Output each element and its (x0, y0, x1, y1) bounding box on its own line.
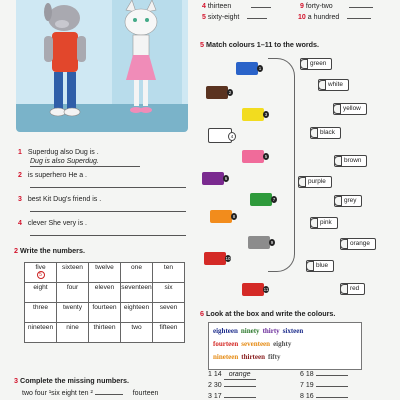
colour-word: brown (344, 157, 362, 164)
pen-number: 11 (263, 287, 269, 292)
item-number: 1 (18, 149, 22, 156)
coloured-pen (242, 108, 268, 121)
item-value: 14 (211, 371, 224, 378)
pen-number: 4 (228, 132, 236, 141)
number-word-grid (24, 262, 185, 343)
colour-word: yellow (343, 105, 361, 112)
tag-hook (340, 239, 348, 249)
tag-hook (298, 177, 306, 187)
pen-number: 7 (272, 197, 276, 202)
colour-word: orange (350, 240, 370, 247)
answer-line[interactable] (347, 18, 371, 19)
number-word: nineteen (27, 324, 54, 331)
answer-line[interactable] (349, 7, 373, 8)
number-word: eighteen (123, 304, 150, 311)
answer-line[interactable] (316, 375, 348, 376)
item-text: forty-two (305, 3, 333, 10)
exercise-number: 6 (200, 309, 204, 318)
colour-word: green (310, 60, 327, 67)
ex6-heading (200, 309, 335, 318)
grid-cell[interactable] (153, 303, 185, 323)
colour-word-tag[interactable] (334, 155, 367, 167)
colour-word-tag[interactable] (318, 79, 349, 91)
ex2-heading (14, 246, 85, 255)
sequence-end-word: fourteen (132, 390, 159, 397)
colour-word-tag[interactable] (298, 176, 332, 188)
ex1-item (18, 219, 188, 228)
grid-cell[interactable] (57, 323, 89, 343)
item-value: 30 (211, 382, 224, 389)
dog-and-cat-characters (16, 0, 188, 132)
grid-cell[interactable] (153, 323, 185, 343)
ex6-item (208, 370, 256, 380)
grid-row (25, 283, 185, 303)
item-number: 10 (298, 14, 306, 21)
coloured-number-word: sixteen (282, 327, 304, 335)
tag-hook (333, 104, 341, 114)
grid-cell[interactable] (89, 283, 121, 303)
coloured-number-word: fourteen (213, 340, 239, 348)
answer-line[interactable] (224, 386, 256, 387)
ex5-heading (200, 40, 319, 49)
ex1-item (18, 195, 188, 204)
number-sequence: two four ¹six eight ten ² (22, 390, 93, 397)
ex-top-item (202, 2, 271, 11)
coloured-pen (204, 252, 231, 265)
number-word: three (32, 304, 49, 311)
tag-hook (334, 196, 342, 206)
number-word: eight (33, 284, 48, 291)
item-number: 6 (300, 371, 304, 378)
sample-answer: Dug is also Superdug. (30, 157, 140, 167)
grid-row (25, 263, 185, 283)
coloured-pen (242, 150, 268, 163)
ex1-item (18, 171, 188, 180)
grid-cell[interactable] (89, 263, 121, 283)
item-number: 9 (300, 3, 304, 10)
exercise-title: Match colours 1–11 to the words. (206, 40, 320, 49)
coloured-pen (208, 128, 232, 143)
item-number: 2 (18, 172, 22, 179)
coloured-number-word: thirteen (241, 353, 265, 361)
colour-word-tag[interactable] (340, 283, 365, 295)
colour-word-tag[interactable] (334, 195, 362, 207)
ex3-heading (14, 376, 129, 385)
colour-word: purple (308, 178, 326, 185)
colour-word-tag[interactable] (310, 127, 341, 139)
colour-word: blue (316, 262, 329, 269)
item-number: 3 (18, 196, 22, 203)
exercise-number: 3 (14, 376, 18, 385)
coloured-number-word: seventeen (241, 340, 271, 348)
coloured-number-box (208, 322, 362, 370)
number-word: nine (66, 324, 79, 331)
item-number: 2 (208, 382, 212, 389)
grid-cell[interactable] (121, 303, 153, 323)
grid-cell[interactable] (25, 283, 57, 303)
answer-line[interactable] (95, 394, 123, 395)
colour-word: grey (344, 197, 357, 204)
coloured-number-word: thirty (262, 327, 280, 335)
number-word: four (66, 284, 79, 291)
item-value: 16 (303, 393, 316, 400)
number-word: two (131, 324, 142, 331)
ex1-item (18, 148, 188, 157)
tag-hook (340, 284, 348, 294)
grid-cell[interactable] (89, 303, 121, 323)
number-word: one (130, 264, 142, 271)
colour-word-tag[interactable] (300, 58, 332, 70)
ex-top-item (298, 13, 371, 22)
exercise-number: 5 (200, 40, 204, 49)
grid-cell[interactable] (121, 323, 153, 343)
colour-word-tag[interactable] (340, 238, 376, 250)
answer-line[interactable] (316, 397, 348, 398)
item-value: 17 (211, 393, 224, 400)
ex6-item (300, 370, 348, 379)
tag-hook (306, 261, 314, 271)
exercise-title: Look at the box and write the colours. (206, 309, 336, 318)
coloured-pen (202, 172, 228, 185)
answer-line[interactable] (316, 386, 348, 387)
coloured-pen (206, 86, 232, 99)
number-word: six (164, 284, 173, 291)
coloured-number-word: eighty (273, 340, 292, 348)
answer-line[interactable] (224, 397, 256, 398)
number-word: seventeen (121, 284, 152, 291)
grid-cell[interactable] (57, 303, 89, 323)
colour-word-tag[interactable] (333, 103, 367, 115)
grid-cell[interactable] (57, 263, 89, 283)
exercise-title: Complete the missing numbers. (20, 376, 130, 385)
cartoon-illustration (16, 0, 188, 132)
item-value: 18 (303, 371, 316, 378)
grid-cell[interactable] (121, 263, 153, 283)
grid-cell[interactable] (89, 323, 121, 343)
scrambled-sentence: best Kit Dug's friend is . (27, 196, 102, 203)
exercise-title: Write the numbers. (20, 246, 85, 255)
number-word: fifteen (159, 324, 178, 331)
ex-top-item (300, 2, 373, 11)
scrambled-sentence: Superdug also Dug is . (27, 149, 99, 156)
pen-number: 9 (270, 240, 274, 245)
item-number: 8 (300, 393, 304, 400)
pen-number: 1 (258, 66, 262, 71)
answer-line[interactable]: orange (224, 370, 256, 380)
item-text: a hundred (307, 14, 340, 21)
item-text: sixty-eight (207, 14, 240, 21)
item-number: 4 (202, 3, 206, 10)
number-word: five (35, 264, 46, 271)
coloured-number-word: nineteen (213, 353, 239, 361)
pen-number: 10 (225, 256, 231, 261)
tag-hook (310, 128, 318, 138)
answer-line[interactable] (247, 18, 267, 19)
item-number: 3 (208, 393, 212, 400)
item-number: 5 (202, 14, 206, 21)
item-number: 4 (18, 220, 22, 227)
item-number: 1 (208, 371, 212, 378)
number-word: seven (159, 304, 178, 311)
grid-cell[interactable] (57, 283, 89, 303)
exercise-number: 2 (14, 246, 18, 255)
tag-hook (334, 156, 342, 166)
answer-line[interactable] (30, 210, 186, 212)
grid-row (25, 303, 185, 323)
grid-row (25, 323, 185, 343)
pen-number: 6 (224, 176, 228, 181)
tag-hook (310, 218, 318, 228)
ex6-item (208, 381, 256, 390)
answer-line[interactable] (251, 7, 271, 8)
scrambled-sentence: is superhero He a . (27, 172, 88, 179)
number-word: thirteen (93, 324, 116, 331)
ex6-item (300, 381, 348, 390)
ex3-sequence (22, 389, 158, 398)
answer-line[interactable] (30, 186, 186, 188)
ex1-sentences (18, 148, 188, 236)
coloured-pen (242, 283, 269, 296)
grid-cell[interactable] (25, 303, 57, 323)
ex6-item (208, 392, 256, 400)
colour-word: white (328, 81, 343, 88)
number-word: ten (163, 264, 174, 271)
colour-word: red (350, 285, 360, 292)
pen-number: 5 (264, 154, 268, 159)
sample-answer: 5 (37, 271, 45, 279)
coloured-number-word: fifty (268, 353, 281, 361)
ex-top-item (202, 13, 267, 22)
grid-cell[interactable] (121, 283, 153, 303)
coloured-number-word: ninety (240, 327, 260, 335)
connector-bracket (268, 58, 295, 272)
pen-number: 2 (228, 90, 232, 95)
grid-cell[interactable] (25, 263, 57, 283)
colour-word-tag[interactable] (306, 260, 334, 272)
tag-hook (318, 80, 326, 90)
colour-word: pink (320, 219, 332, 226)
item-number: 7 (300, 382, 304, 389)
item-text: thirteen (207, 3, 232, 10)
tag-hook (300, 59, 308, 69)
colour-word: black (320, 129, 335, 136)
number-word: twelve (95, 264, 114, 271)
coloured-pen (248, 236, 274, 249)
coloured-pen (236, 62, 262, 75)
colour-word-tag[interactable] (310, 217, 338, 229)
grid-cell[interactable] (153, 283, 185, 303)
coloured-pen (210, 210, 236, 223)
ex6-item (300, 392, 348, 400)
number-word: fourteen (92, 304, 117, 311)
grid-cell[interactable] (153, 263, 185, 283)
number-word: sixteen (62, 264, 83, 271)
pen-number: 8 (232, 214, 236, 219)
number-word: eleven (94, 284, 115, 291)
answer-line[interactable] (30, 234, 186, 236)
number-word: twenty (62, 304, 83, 311)
grid-cell[interactable] (25, 323, 57, 343)
coloured-number-word: eighteen (213, 327, 238, 335)
scrambled-sentence: clever She very is . (27, 220, 87, 227)
item-value: 19 (303, 382, 316, 389)
pen-number: 3 (264, 112, 268, 117)
